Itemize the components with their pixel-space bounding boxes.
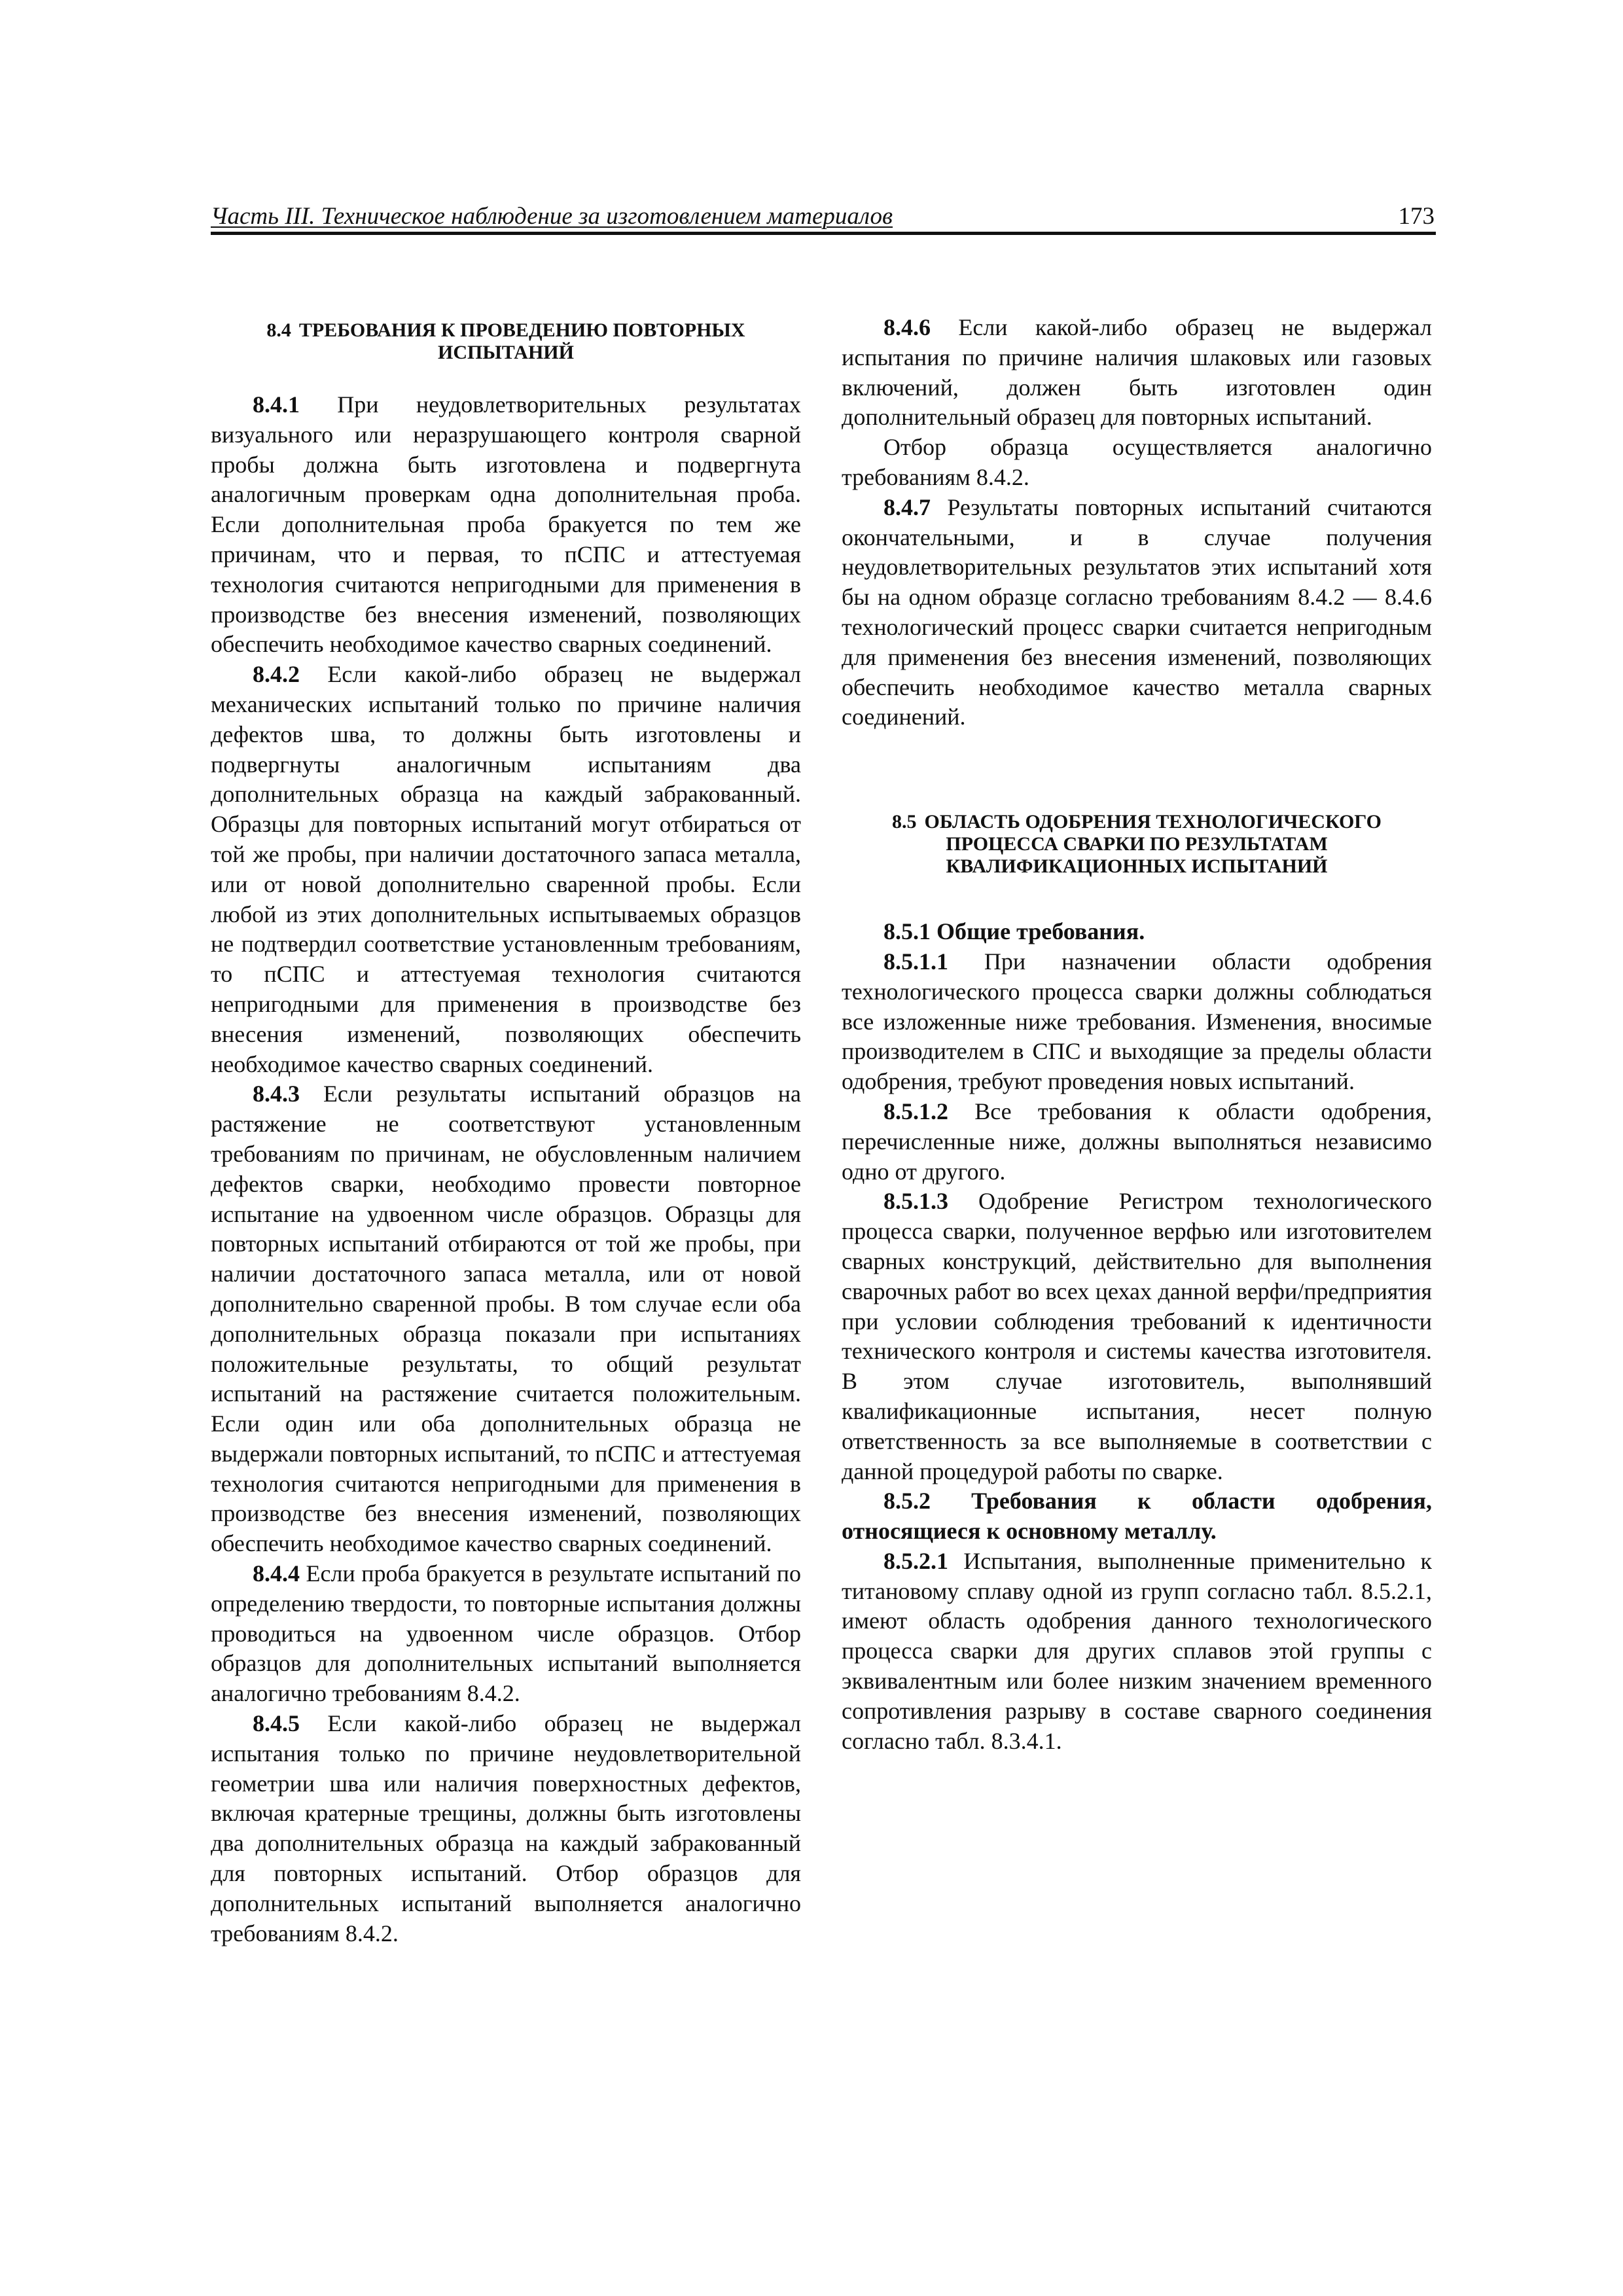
clause-text: Если результаты испытаний образцов на растяжение не соответствуют установленным требованиям по причинам, не обусловленным наличием дефектов сварки, необходимо провести повторное испытание на удвоенном числе образцов. Образцы для повторных испытаний отбираются от той же пробы, при наличии достаточного запаса металла, или от новой дополнительно сваренной пробы. В том случае если оба дополнительных образца показали при испытаниях положительные результаты, то общий результат испытаний на растяжение считается положительным. Если один или оба дополнительных образца не выдержали повторных испытаний, то пСПС и аттестуемая технология считаются непригодными для применения в производстве без внесения изменений, позволяющих обеспечить необходимое качество сварных соединений.: [211, 1081, 801, 1557]
paragraph-8-4-7: [842, 493, 1432, 732]
clause-number: 8.4.2: [253, 661, 300, 688]
clause-number: 8.4.5: [253, 1710, 300, 1737]
subsection-heading-8-5-1: 8.5.1 Общие требования.: [883, 918, 1145, 945]
paragraph-8-4-1: [211, 390, 801, 660]
paragraph-8-4-3: [211, 1079, 801, 1559]
clause-number: 8.4.7: [883, 493, 931, 520]
section-title: ОБЛАСТЬ ОДОБРЕНИЯ ТЕХНОЛОГИЧЕСКОГО ПРОЦЕССА СВАРКИ ПО РЕЗУЛЬТАТАМ КВАЛИФИКАЦИОННЫХ ИСПЫТАНИЙ: [924, 811, 1382, 878]
page-header: [211, 196, 1436, 235]
clause-text: Если какой-либо образец не выдержал испытания только по причине неудовлетворительной геометрии шва или наличия поверхностных дефектов, включая кратерные трещины, должны быть изготовлены два дополнительных образца на каждый забракованный для повторных испытаний. Отбор образцов для дополнительных испытаний выполняется аналогично требованиям 8.4.2.: [211, 1710, 801, 1946]
clause-text: Если какой-либо образец не выдержал испытания по причине наличия шлаковых или газовых включений, должен быть изготовлен один дополнительный образец для повторных испытаний.: [842, 314, 1432, 431]
clause-number: 8.5.1.1: [883, 948, 948, 975]
section-number: 8.5: [892, 811, 917, 833]
clause-number: 8.5.1.3: [883, 1188, 948, 1215]
clause-number: 8.4.3: [253, 1081, 300, 1107]
paragraph-8-5-1-2: [842, 1097, 1432, 1187]
paragraph-8-4-2: [211, 660, 801, 1079]
clause-number: 8.4.4: [253, 1560, 300, 1587]
paragraph-8-4-6: [842, 313, 1432, 433]
clause-text: Испытания, выполненные применительно к титановому сплаву одной из групп согласно табл. 8.5.2.1, имеют область одобрения данного технологического процесса сварки для других сплавов этой группы с эквивалентным или более низким значением временного сопротивления разрыву в составе сварного соединения согласно табл. 8.3.4.1.: [842, 1547, 1433, 1754]
paragraph-8-5-1-3: [842, 1187, 1432, 1486]
section-heading-8-4: [211, 319, 801, 364]
clause-text: При назначении области одобрения технологического процесса сварки должны соблюдаться все изложенные ниже требования. Изменения, вносимые производителем в СПС и выходящие за пределы области одобрения, требуют проведения новых испытаний.: [842, 948, 1433, 1095]
left-column: [211, 313, 801, 1948]
clause-number: 8.5.1.2: [883, 1098, 948, 1124]
clause-text: Все требования к области одобрения, перечисленные ниже, должны выполняться независимо одно от другого.: [842, 1098, 1433, 1185]
section-number: 8.4: [266, 319, 291, 341]
paragraph-8-4-4: [211, 1559, 801, 1709]
paragraph-8-5-2-1: [842, 1547, 1432, 1757]
section-heading-8-5: [842, 811, 1432, 878]
page-number: 173: [1398, 203, 1435, 230]
paragraph-8-4-5: [211, 1709, 801, 1948]
subsection-heading-8-5-2: 8.5.2 Требования к области одобрения, относящиеся к основному металлу.: [842, 1488, 1432, 1545]
clause-text: Одобрение Регистром технологического процесса сварки, полученное верфью или изготовителем сварных конструкций, действительно для выполнения сварочных работ во всех цехах данной верфи/предприятия при условии соблюдения требований к идентичности технического контроля и системы качества изготовителя. В этом случае изготовитель, выполнявший квалификационные испытания, несет полную ответственность за все выполняемые в соответствии с данной процедурой работы по сварке.: [842, 1188, 1432, 1484]
paragraph-8-5-1-1: [842, 947, 1432, 1097]
clause-text: Результаты повторных испытаний считаются окончательными, и в случае получения неудовлетворительных результатов этих испытаний хотя бы на одном образце согласно требованиям 8.4.2 — 8.4.6 технологический процесс сварки считается непригодным для применения без внесения изменений, позволяющих обеспечить необходимое качество металла сварных соединений.: [842, 493, 1432, 730]
clause-text: Если какой-либо образец не выдержал механических испытаний только по причине наличия дефектов шва, то должны быть изготовлены и подвергнуты аналогичным испытаниям два дополнительных образца на каждый забракованный. Образцы для повторных испытаний могут отбираться от той же пробы, при наличии достаточного запаса металла, или от новой дополнительно сваренной пробы. Если любой из этих дополнительных испытываемых образцов не подтвердил соответствие установленным требованиям, то пСПС и аттестуемая технология считаются непригодными для применения в производстве без внесения изменений, позволяющих обеспечить необходимое качество сварных соединений.: [211, 661, 801, 1077]
clause-text: При неудовлетворительных результатах визуального или неразрушающего контроля сварной пробы должна быть изготовлена и подвергнута аналогичным проверкам одна дополнительная проба. Если дополнительная проба бракуется по тем же причинам, что и первая, то пСПС и аттестуемая технология считаются непригодными для применения в производстве без внесения изменений, позволяющих обеспечить необходимое качество сварных соединений.: [211, 391, 801, 658]
clause-number: 8.4.6: [883, 314, 931, 340]
clause-number: 8.4.1: [253, 391, 300, 418]
right-column: [842, 313, 1432, 1756]
section-title: ТРЕБОВАНИЯ К ПРОВЕДЕНИЮ ПОВТОРНЫХ ИСПЫТАНИЙ: [298, 319, 745, 363]
running-title: Часть III. Техническое наблюдение за изготовлением материалов: [211, 203, 893, 230]
paragraph-8-4-6-continuation: Отбор образца осуществляется аналогично требованиям 8.4.2.: [842, 434, 1432, 490]
clause-text: Если проба бракуется в результате испытаний по определению твердости, то повторные испытания должны проводиться на удвоенном числе образцов. Отбор образцов для дополнительных испытаний выполняется аналогично требованиям 8.4.2.: [211, 1560, 801, 1707]
clause-number: 8.5.2.1: [883, 1547, 948, 1574]
